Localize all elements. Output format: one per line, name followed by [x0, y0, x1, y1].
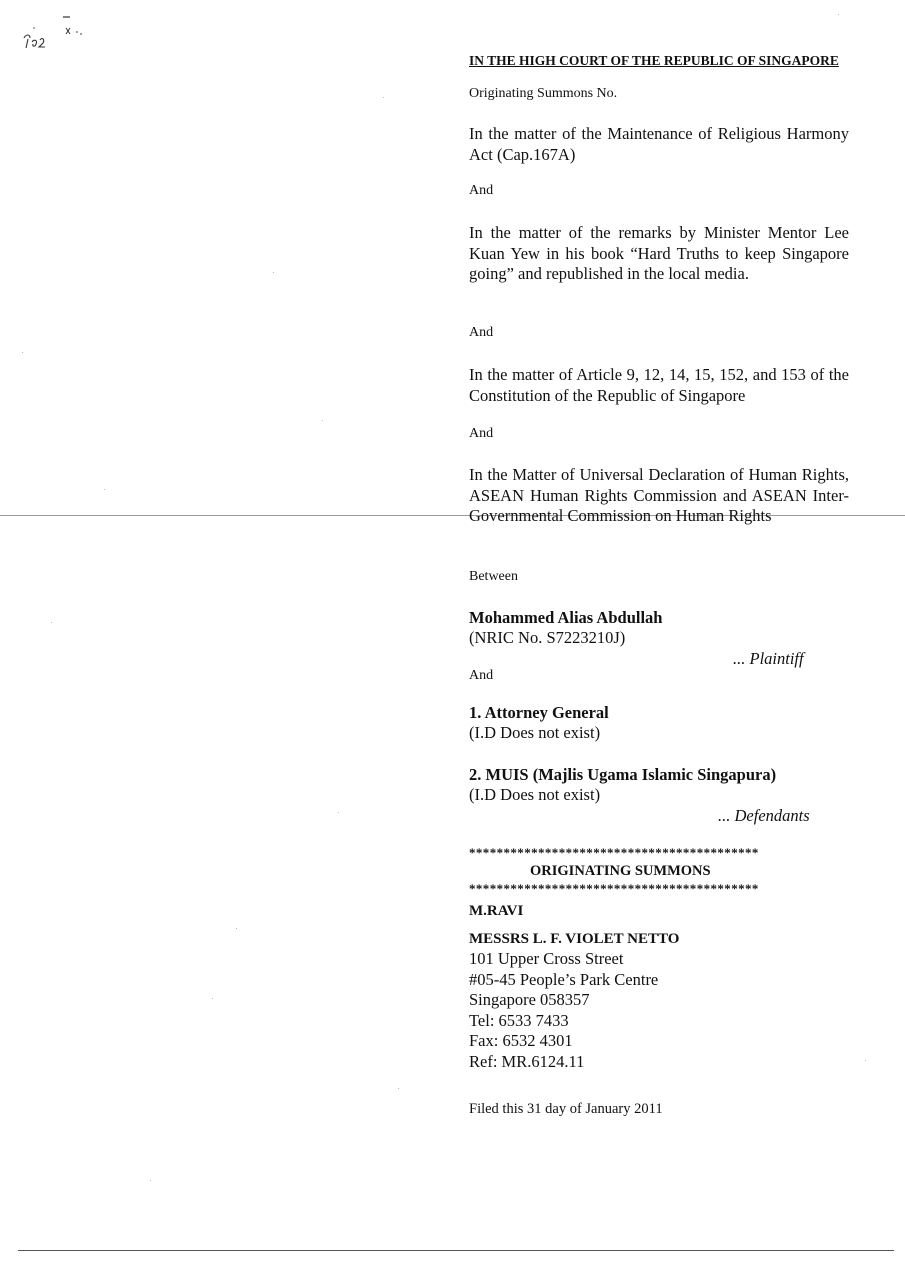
defendant-name: 2. MUIS (Majlis Ugama Islamic Singapura) [469, 765, 777, 784]
address-line: #05-45 People’s Park Centre [469, 969, 659, 989]
filed-date: Filed this 31 day of January 2011 [469, 1101, 663, 1117]
star-divider: ****************************************** [469, 845, 759, 860]
plaintiff-name: Mohammed Alias Abdullah [469, 608, 663, 627]
defendant-id: (I.D Does not exist) [469, 723, 601, 742]
reference: Ref: MR.6124.11 [469, 1051, 585, 1071]
matter-paragraph: In the matter of Article 9, 12, 14, 15, 152, and 153 of the Constitution of the Republic of Singapore [469, 365, 849, 405]
star-divider: ****************************************** [469, 881, 759, 896]
summons-number-label: Originating Summons No. [469, 86, 618, 101]
fax: Fax: 6532 4301 [469, 1031, 573, 1050]
telephone: Tel: 6533 7433 [469, 1010, 569, 1030]
address-line: 101 Upper Cross Street [469, 949, 624, 968]
matter-paragraph: In the matter of the Maintenance of Religious Harmony Act (Cap.167A) [469, 124, 849, 164]
connector-and: And [469, 183, 494, 198]
summons-title: ORIGINATING SUMMONS [530, 863, 711, 879]
firm-address [469, 949, 849, 1072]
defendants-role: ... Defendants [718, 806, 810, 825]
plaintiff-role: ... Plaintiff [733, 649, 804, 668]
connector-and: And [469, 668, 494, 683]
address-line: Singapore 058357 [469, 990, 590, 1009]
firm-name: MESSRS L. F. VIOLET NETTO [469, 931, 680, 947]
counsel-name: M.RAVI [469, 903, 524, 919]
matter-paragraph: In the Matter of Universal Declaration of Human Rights, ASEAN Human Rights Commission and ASEAN Inter-Governmental Commission on Human Rights [469, 465, 849, 525]
connector-and: And [469, 426, 494, 441]
connector-and: And [469, 325, 494, 340]
defendant-id: (I.D Does not exist) [469, 785, 601, 804]
connector-between: Between [469, 569, 518, 584]
court-title: IN THE HIGH COURT OF THE REPUBLIC OF SINGAPORE [469, 53, 839, 68]
plaintiff-id: (NRIC No. S7223210J) [469, 628, 626, 647]
bottom-rule [18, 1250, 894, 1251]
defendant-name: 1. Attorney General [469, 703, 609, 722]
handwritten-mark [18, 12, 98, 57]
matter-paragraph: In the matter of the remarks by Minister Mentor Lee Kuan Yew in his book “Hard Truths to keep Singapore going” and republished in the local media. [469, 223, 849, 283]
